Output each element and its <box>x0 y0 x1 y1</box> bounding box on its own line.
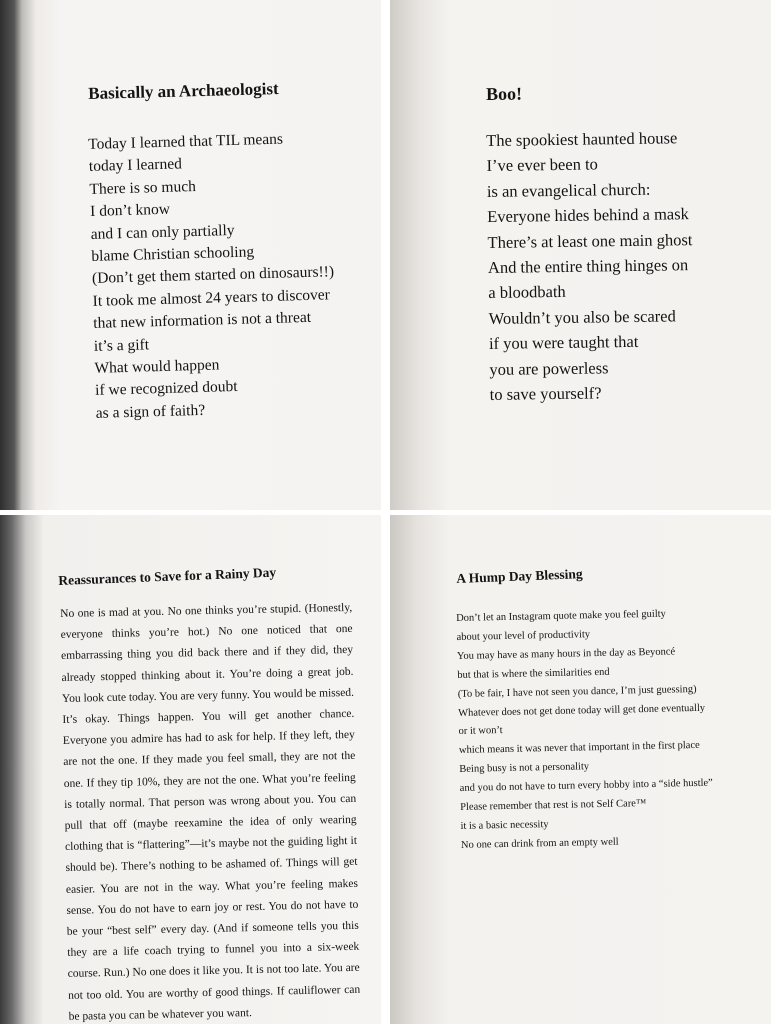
poem-line: a bloodbath <box>488 282 566 303</box>
prose-body: No one is mad at you. No one thinks you’re stupid. (Honestly, everyone thinks you’re hot.) No one noticed that one embarrassing thing you did back there and if they did, they already stopped thinking about it. You’re doing a great job. You look cute today. You are very funny. You would be missed. It’s okay. Things happen. You will get another chance. Everyone you admire has had to ask for help. If they left, they are not the one. If they made you feel small, they are not the one. If they tip 10%, they are not the one. What you’re feeling is totally normal. That person was wrong about you. You can pull that off (maybe reexamine the idea of only wearing clothing that is “flattering”—it’s maybe not the guiding light it should be). There’s nothing to be ashamed of. Things will get easier. You are not in the way. What you’re feeling makes sense. You do not have to earn joy or rest. You do not have to be your “best self” every day. (And if someone tells you this they are a life coach trying to funnel you into a six-week course. Run.) No one does it like you. It is not too late. You are not too old. You are worthy of good things. If cauliflower can be pasta you can be whatever you want. <box>60 601 361 1023</box>
poem-lines <box>486 125 695 407</box>
poem-line: you are powerless <box>489 357 609 379</box>
book-page-top-left <box>0 0 381 510</box>
poem-line: (To be fair, I have not seen you dance, I’m just guessing) <box>457 683 697 700</box>
poem-line: Everyone hides behind a mask <box>487 204 689 227</box>
poem-line: or it won’t <box>458 725 503 738</box>
poem-lines <box>456 605 714 856</box>
book-page-top-right <box>390 0 771 510</box>
poem-line: which means it was never that important in the first place <box>458 740 700 757</box>
poem-line: Being busy is not a personality <box>459 761 590 776</box>
poem-line: You may have as many hours in the day as Beyoncé <box>456 646 676 662</box>
poem-line: Whatever does not get done today will get done eventually <box>458 702 706 719</box>
poem-line: I don’t know <box>89 200 171 221</box>
poem-line: What would happen <box>94 356 220 377</box>
poem-title: Basically an Archaeologist <box>88 79 279 103</box>
book-page-bottom-left <box>0 515 381 1024</box>
poem-line: Don’t let an Instagram quote make you feel guilty <box>456 608 666 624</box>
poem-line: I’ve ever been to <box>486 154 598 176</box>
prose-title: Reassurances to Save for a Rainy Day <box>58 564 277 588</box>
poem-title: Boo! <box>486 83 523 104</box>
book-page-bottom-right <box>390 515 771 1024</box>
poem-line: about your level of productivity <box>456 629 591 643</box>
poem-line: Wouldn’t you also be scared <box>488 306 676 328</box>
poem-line: (Don’t get them started on dinosaurs!!) <box>91 263 335 288</box>
poem-line: it is a basic necessity <box>460 819 549 832</box>
poem-lines <box>88 127 338 425</box>
poem-line: but that is where the similarities end <box>457 666 610 681</box>
poem-line: if you were taught that <box>488 332 639 354</box>
poem-line: Today I learned that TIL means <box>88 130 284 153</box>
poem-title: A Hump Day Blessing <box>456 566 583 586</box>
poem-line: if we recognized doubt <box>94 378 238 400</box>
poem-line: it’s a gift <box>93 336 150 355</box>
poem-line: blame Christian schooling <box>91 243 255 265</box>
poem-line: There is so much <box>89 177 197 198</box>
poem-line: It took me almost 24 years to discover <box>92 286 331 310</box>
poem-line: today I learned <box>88 155 183 176</box>
poem-line: to save yourself? <box>489 383 602 405</box>
poem-line: as a sign of faith? <box>95 401 206 422</box>
poem-line: The spookiest haunted house <box>486 128 678 150</box>
poem-line: No one can drink from an empty well <box>460 836 619 851</box>
poem-line: There’s at least one main ghost <box>487 229 693 252</box>
poem-line: and you do not have to turn every hobby into a “side hustle” <box>459 777 713 795</box>
poem-line: and I can only partially <box>90 221 235 243</box>
poem-line: that new information is not a threat <box>93 309 312 333</box>
poem-line: is an evangelical church: <box>486 179 651 201</box>
poem-line: Please remember that rest is not Self Care™ <box>460 798 647 814</box>
poem-line: And the entire thing hinges on <box>487 255 689 278</box>
